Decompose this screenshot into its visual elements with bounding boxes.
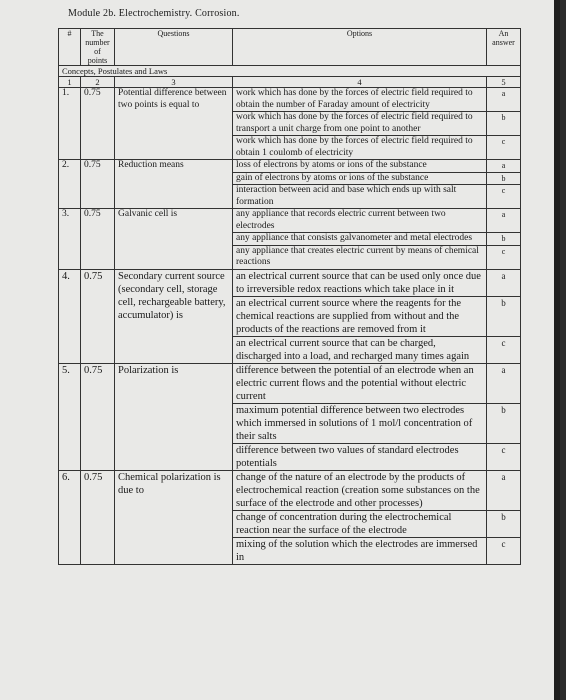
header-num: # [59,29,81,66]
page-title: Module 2b. Electrochemistry. Corrosion. [68,8,240,19]
header-questions: Questions [115,29,233,66]
question-points: 0.75 [81,363,115,470]
question-text: Chemical polarization is due to [115,470,233,564]
column-number: 4 [233,77,487,88]
option-text: an electrical current source that can be used only once due to irreversible redox reactions which take place in it [233,269,487,296]
answer-letter[interactable]: b [487,112,521,136]
answer-letter[interactable]: a [487,209,521,233]
option-text: change of the nature of an electrode by the products of electrochemical reaction (creation some substances on the surface of the electrode and other processes) [233,470,487,510]
column-number: 1 [59,77,81,88]
answer-letter[interactable]: c [487,443,521,470]
answer-letter[interactable]: a [487,269,521,296]
column-number: 3 [115,77,233,88]
column-number: 5 [487,77,521,88]
question-text: Secondary current source (secondary cell, storage cell, rechargeable battery, accumulator) is [115,269,233,363]
question-text: Polarization is [115,363,233,470]
concepts-row [59,66,521,77]
option-text: any appliance that records electric current between two electrodes [233,209,487,233]
question-points: 0.75 [81,269,115,363]
table-row [59,88,521,112]
question-number: 6. [59,470,81,564]
column-numbers-row [59,77,521,88]
answer-letter[interactable]: c [487,537,521,564]
question-number: 2. [59,160,81,209]
option-text: mixing of the solution which the electrodes are immersed in [233,537,487,564]
questions-table [58,28,521,565]
option-text: work which has done by the forces of electric field required to obtain 1 coulomb of electricity [233,136,487,160]
option-text: interaction between acid and base which ends up with salt formation [233,185,487,209]
answer-letter[interactable]: a [487,470,521,510]
answer-letter[interactable]: a [487,160,521,173]
answer-letter[interactable]: b [487,233,521,246]
header-points: The number of points [81,29,115,66]
option-text: difference between the potential of an electrode when an electric current flows and the potential without electric current [233,363,487,403]
answer-letter[interactable]: a [487,88,521,112]
option-text: maximum potential difference between two electrodes which immersed in solutions of 1 mol/l concentration of their salts [233,403,487,443]
table-row [59,470,521,510]
option-text: loss of electrons by atoms or ions of the substance [233,160,487,173]
answer-letter[interactable]: b [487,172,521,185]
question-points: 0.75 [81,88,115,160]
table-row [59,269,521,296]
answer-letter[interactable]: c [487,185,521,209]
option-text: any appliance that consists galvanometer and metal electrodes [233,233,487,246]
answer-letter[interactable]: a [487,363,521,403]
option-text: work which has done by the forces of electric field required to transport a unit charge from one point to another [233,112,487,136]
answer-letter[interactable]: c [487,136,521,160]
question-points: 0.75 [81,160,115,209]
question-number: 1. [59,88,81,160]
concepts-label: Concepts, Postulates and Laws [59,66,521,77]
question-text: Reduction means [115,160,233,209]
question-number: 3. [59,209,81,270]
question-points: 0.75 [81,470,115,564]
answer-letter[interactable]: b [487,296,521,336]
header-options: Options [233,29,487,66]
table-row [59,209,521,233]
question-number: 4. [59,269,81,363]
option-text: gain of electrons by atoms or ions of the substance [233,172,487,185]
question-text: Potential difference between two points is equal to [115,88,233,160]
option-text: any appliance that creates electric current by means of chemical reactions [233,245,487,269]
question-text: Galvanic cell is [115,209,233,270]
option-text: change of concentration during the electrochemical reaction near the surface of the electrode [233,510,487,537]
option-text: an electrical current source that can be charged, discharged into a load, and recharged many times again [233,336,487,363]
header-answer: An answer [487,29,521,66]
question-number: 5. [59,363,81,470]
column-number: 2 [81,77,115,88]
option-text: an electrical current source where the reagents for the chemical reactions are supplied from without and the products of the reactions are removed from it [233,296,487,336]
page-edge-shadow [554,0,560,700]
option-text: difference between two values of standard electrodes potentials [233,443,487,470]
header-row [59,29,521,66]
question-points: 0.75 [81,209,115,270]
table-row [59,160,521,173]
table-row [59,363,521,403]
option-text: work which has done by the forces of electric field required to obtain the number of Faraday amount of electricity [233,88,487,112]
answer-letter[interactable]: c [487,245,521,269]
answer-letter[interactable]: b [487,403,521,443]
answer-letter[interactable]: c [487,336,521,363]
answer-letter[interactable]: b [487,510,521,537]
